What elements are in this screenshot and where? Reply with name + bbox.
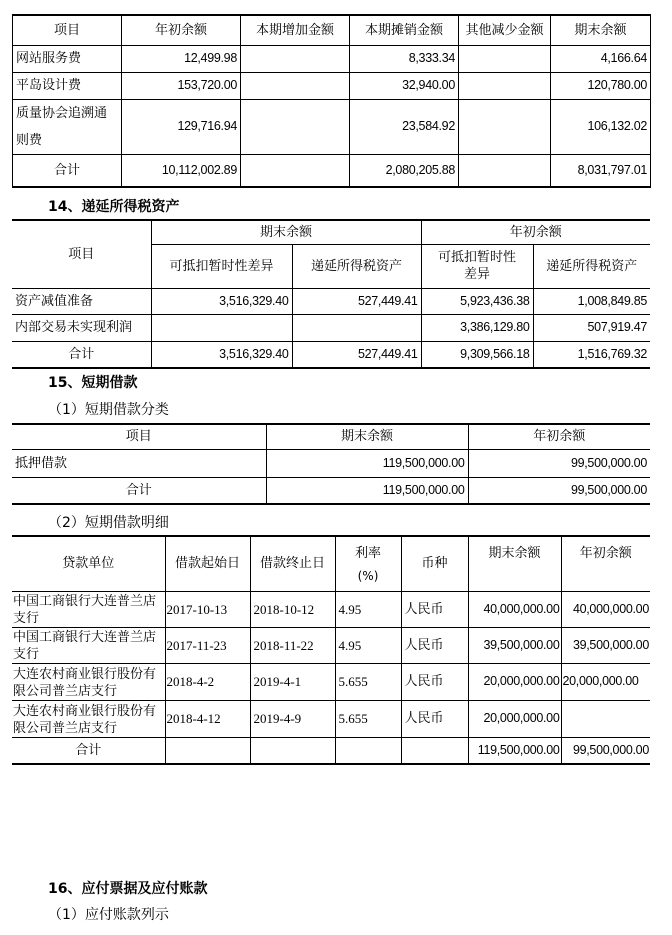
section-15-title: 15、短期借款 — [48, 375, 138, 391]
total-row: 合计 3,516,329.40 527,449.41 9,309,566.18 1,516,769.32 — [12, 341, 650, 368]
header-opening: 年初余额 — [468, 424, 650, 449]
section-16-sub1: （1）应付账款列示 — [48, 907, 169, 923]
header-item: 项目 — [12, 220, 151, 288]
table-row: 内部交易未实现利润 3,386,129.80 507,919.47 — [12, 314, 650, 341]
header-deferred-asset: 递延所得税资产 — [292, 244, 421, 288]
header-group-opening: 年初余额 — [421, 220, 650, 244]
table-row: 抵押借款 119,500,000.00 99,500,000.00 — [12, 449, 650, 477]
table-row: 平岛设计费 153,720.00 32,940.00 120,780.00 — [13, 72, 651, 99]
total-row: 合计 10,112,002.89 2,080,205.88 8,031,797.01 — [13, 154, 651, 187]
section-15-sub2: （2）短期借款明细 — [48, 515, 169, 531]
header-lender: 贷款单位 — [12, 536, 165, 591]
table-row: 资产减值准备 3,516,329.40 527,449.41 5,923,436.38 1,008,849.85 — [12, 288, 650, 314]
table-row: 质量协会追溯通则费 129,716.94 23,584.92 106,132.02 — [13, 99, 651, 154]
header-closing: 期末余额 — [551, 15, 651, 45]
prepaid-expense-table — [12, 14, 651, 188]
header-currency: 币种 — [401, 536, 468, 591]
header-closing: 期末余额 — [468, 536, 561, 591]
header-increase: 本期增加金额 — [241, 15, 350, 45]
header-opening: 年初余额 — [561, 536, 650, 591]
table-row: 大连农村商业银行股份有限公司普兰店支行 2018-4-2 2019-4-1 5.655 人民币 20,000,000.00 20,000,000.00 — [12, 663, 650, 700]
header-amortization: 本期摊销金额 — [350, 15, 459, 45]
total-row: 合计 119,500,000.00 99,500,000.00 — [12, 737, 650, 764]
header-opening: 年初余额 — [122, 15, 241, 45]
short-term-loan-detail-table — [12, 535, 650, 765]
section-16-title: 16、应付票据及应付账款 — [48, 881, 208, 897]
deferred-tax-asset-table — [12, 219, 650, 369]
section-14-title: 14、递延所得税资产 — [48, 199, 180, 215]
header-end-date: 借款终止日 — [250, 536, 335, 591]
header-closing: 期末余额 — [266, 424, 468, 449]
section-15-sub1: （1）短期借款分类 — [48, 402, 169, 418]
table-row: 中国工商银行大连普兰店支行 2017-10-13 2018-10-12 4.95 人民币 40,000,000.00 40,000,000.00 — [13, 593, 649, 625]
table-row: 大连农村商业银行股份有限公司普兰店支行 2018-4-12 2019-4-9 5.655 人民币 20,000,000.00 — [12, 700, 650, 737]
header-deductible-diff: 可抵扣暂时性差异 — [151, 244, 292, 288]
header-deferred-asset: 递延所得税资产 — [533, 244, 650, 288]
header-other-decrease: 其他减少金额 — [459, 15, 551, 45]
header-rate: 利率 (%) — [335, 536, 401, 591]
total-row: 合计 119,500,000.00 99,500,000.00 — [12, 477, 650, 504]
header-deductible-diff: 可抵扣暂时性差异 — [421, 244, 533, 288]
short-term-loan-category-table — [12, 423, 650, 505]
header-item: 项目 — [13, 15, 122, 45]
header-item: 项目 — [12, 424, 266, 449]
header-start-date: 借款起始日 — [165, 536, 250, 591]
table-row: 中国工商银行大连普兰店支行 2017-11-23 2018-11-22 4.95 人民币 39,500,000.00 39,500,000.00 — [13, 629, 649, 661]
header-group-closing: 期末余额 — [151, 220, 421, 244]
table-row: 网站服务费 12,499.98 8,333.34 4,166.64 — [13, 45, 651, 72]
